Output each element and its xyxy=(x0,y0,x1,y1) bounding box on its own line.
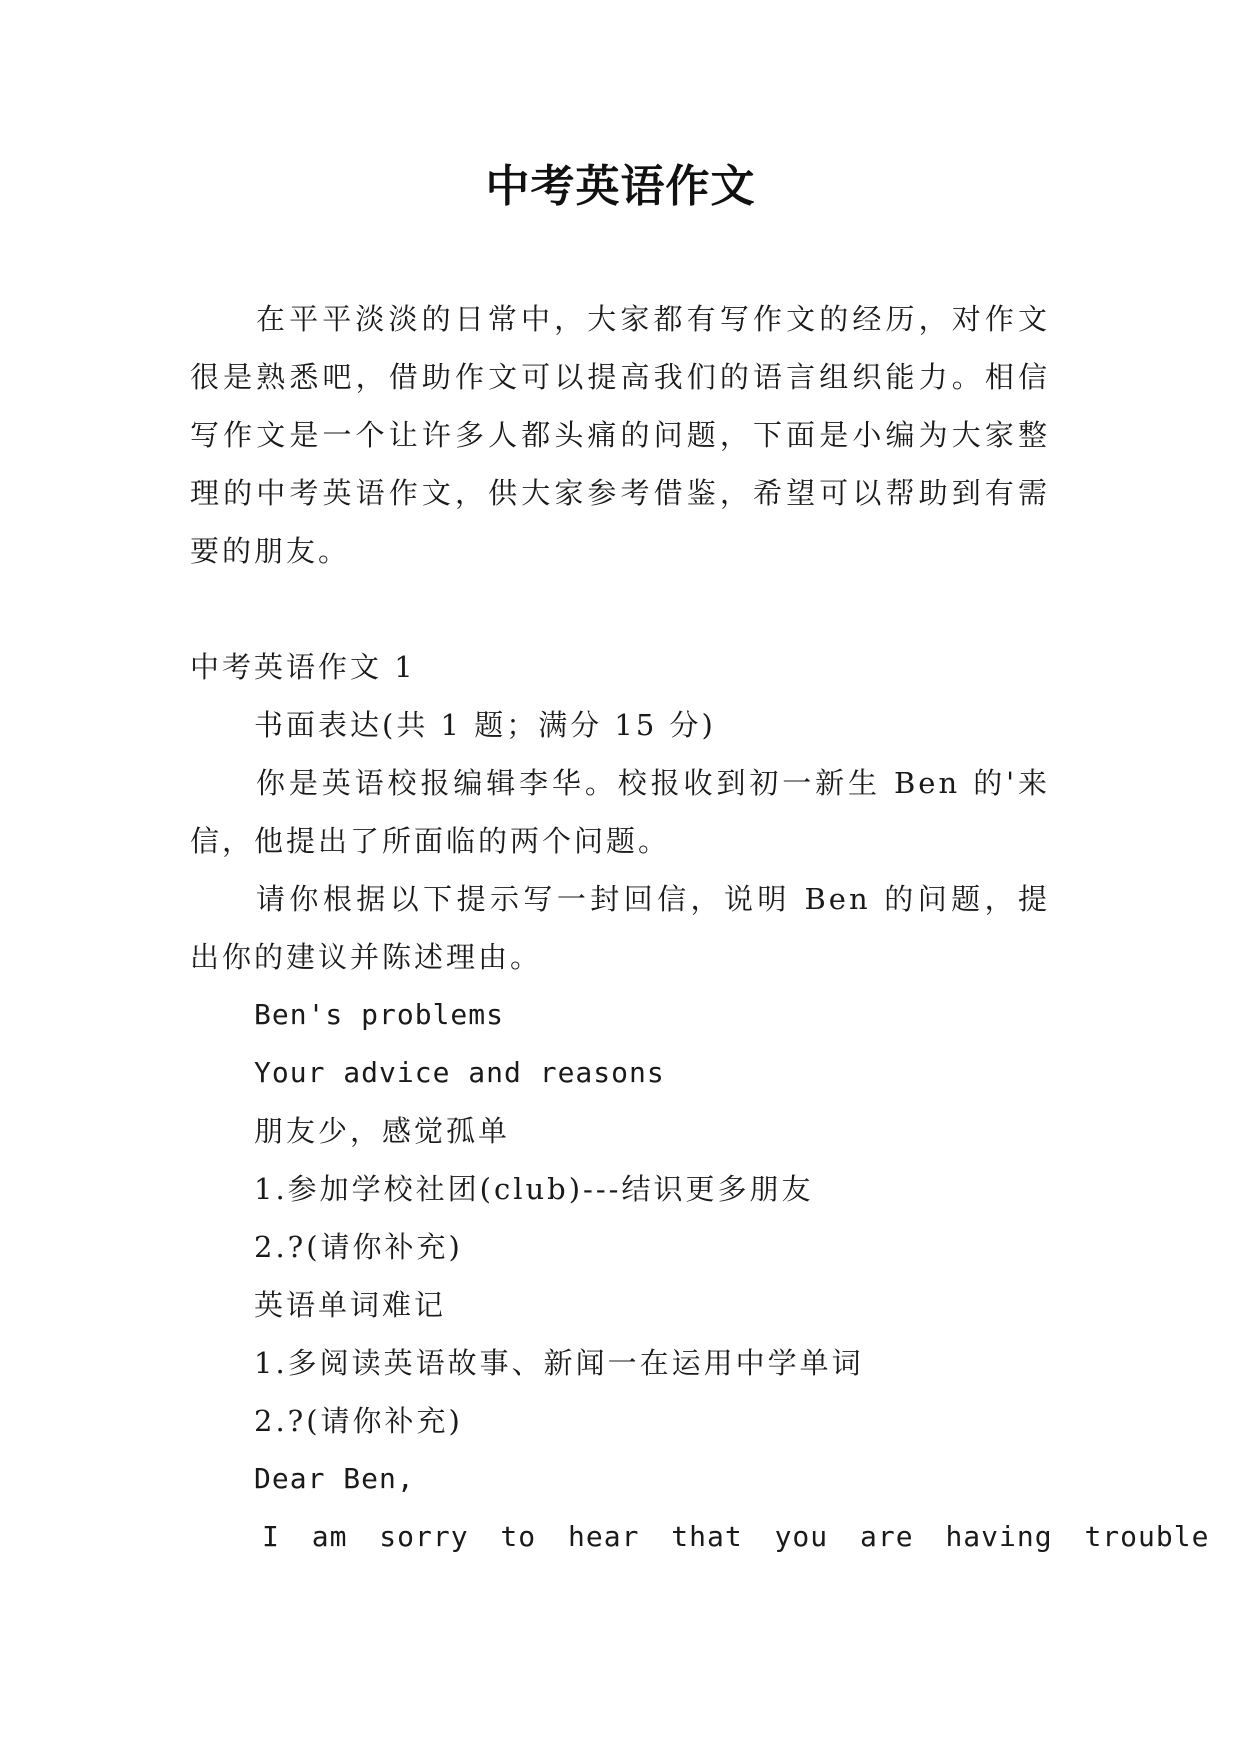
intro-paragraph: 在平平淡淡的日常中，大家都有写作文的经历，对作文很是熟悉吧，借助作文可以提高我们的语言组织能力。相信写作文是一个让许多人都头痛的问题，下面是小编为大家整理的中考英语作文，供大家参考借鉴，希望可以帮助到有需要的朋友。 xyxy=(190,302,1050,568)
problem-1-advice-1: 1.参加学校社团(club)---结识更多朋友 xyxy=(254,1172,814,1206)
document-body xyxy=(190,290,1210,1566)
page-title: 中考英语作文 xyxy=(485,161,756,212)
table-column-problems: Ben's problems xyxy=(254,998,505,1031)
problem-1: 朋友少，感觉孤单 xyxy=(254,1114,511,1148)
prompt-paragraph-1: 你是英语校报编辑李华。校报收到初一新生 Ben 的'来信，他提出了所面临的两个问题。 xyxy=(190,766,1050,858)
letter-first-line: I am sorry to hear that you are having trouble xyxy=(262,1520,1210,1553)
prompt-paragraph-2: 请你根据以下提示写一封回信，说明 Ben 的问题，提出你的建议并陈述理由。 xyxy=(190,882,1050,974)
paragraph-gap xyxy=(190,580,1050,638)
table-column-advice: Your advice and reasons xyxy=(254,1056,665,1089)
task-label: 书面表达(共 1 题；满分 15 分) xyxy=(254,708,716,742)
section-heading: 中考英语作文 1 xyxy=(190,650,416,684)
letter-salutation: Dear Ben, xyxy=(254,1462,415,1495)
problem-1-advice-2: 2.?(请你补充) xyxy=(254,1230,463,1264)
problem-2-advice-1: 1.多阅读英语故事、新闻一在运用中学单词 xyxy=(254,1346,864,1380)
problem-2-advice-2: 2.?(请你补充) xyxy=(254,1404,463,1438)
problem-2: 英语单词难记 xyxy=(254,1288,447,1322)
